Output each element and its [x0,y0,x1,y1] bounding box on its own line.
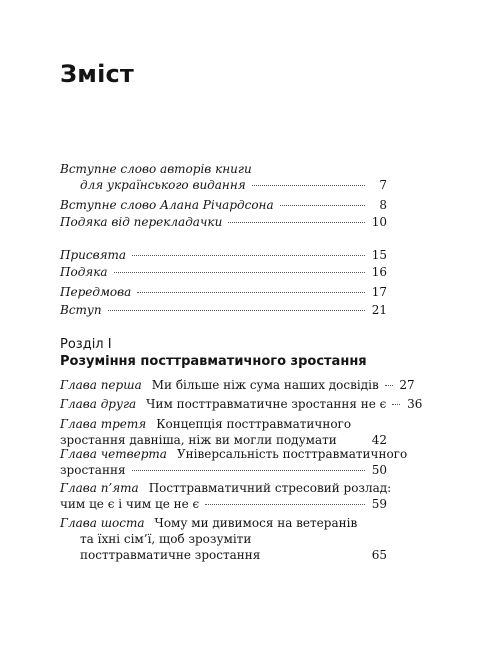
toc-entry-acknowledgements[interactable] [60,264,387,280]
chapter-label: Глава четверта [60,447,167,461]
chapter-row [60,446,408,462]
entry-label: Присвята [60,248,127,262]
toc-entry-preface[interactable] [60,284,387,300]
chapter-label: Глава шоста [60,516,145,530]
chapter-title: Чому ми дивимося на ветеранів [154,516,358,530]
page-number: 65 [371,548,387,562]
toc-entry-richardson-foreword[interactable] [60,197,387,213]
chapter-title-cont: та їхні сім’ї, щоб зрозуміти [80,532,252,546]
toc-chapter-2[interactable] [60,396,423,412]
part-label: Розділ I [60,337,112,352]
page-number: 42 [371,433,387,447]
chapter-row [60,396,423,412]
dot-leader [280,205,365,206]
dot-leader [132,255,365,256]
page-title: Зміст [60,60,135,88]
page-number: 16 [371,265,387,279]
dot-leader [132,470,365,471]
dot-leader [392,404,400,405]
dot-leader [114,272,365,273]
chapter-title-cont: зростання давніша, ніж ви могли подумати [60,433,337,447]
toc-entry-introduction[interactable] [60,302,387,318]
chapter-title-cont: чим це є і чим це не є [60,497,200,511]
chapter-label: Глава перша [60,378,142,392]
chapter-row [60,377,415,393]
toc-entry-dedication[interactable] [60,247,387,263]
toc-chapter-3[interactable] [60,416,387,448]
dot-leader [205,504,365,505]
page-number: 50 [371,463,387,477]
page-number: 36 [407,397,423,411]
toc-chapter-1[interactable] [60,377,415,393]
entry-label-cont: для українського видання [80,178,246,192]
chapter-title: Концепція посттравматичного [156,417,352,431]
chapter-label: Глава п’ята [60,481,139,495]
toc-chapter-4[interactable] [60,446,408,478]
chapter-title-cont: посттравматичне зростання [80,548,261,562]
page-number: 8 [379,198,387,212]
entry-label: Передмова [60,285,132,299]
dot-leader [108,310,365,311]
chapter-label: Глава друга [60,397,137,411]
chapter-row [60,531,387,547]
dot-leader [385,385,393,386]
chapter-row [60,480,392,496]
page-number: 15 [371,248,387,262]
chapter-label: Глава третя [60,417,147,431]
page-number: 27 [399,378,415,392]
page-number: 7 [379,178,387,192]
toc-entry-authors-foreword[interactable] [60,161,387,177]
page-number: 17 [371,285,387,299]
dot-leader [252,185,365,186]
chapter-row [60,515,387,531]
entry-label: Подяка від перекладачки [60,215,223,229]
page-number: 21 [371,303,387,317]
entry-label: Вступне слово авторів книги [60,162,252,176]
chapter-title: Ми більше ніж сума наших досвідів [151,378,379,392]
chapter-title: Чим посттравматичне зростання не є [146,397,387,411]
dot-leader [137,292,365,293]
toc-chapter-5[interactable] [60,480,392,512]
entry-label: Вступне слово Алана Річардсона [60,198,274,212]
chapter-title: Посттравматичний стресовий розлад: [148,481,392,495]
chapter-row [60,547,387,563]
dot-leader [228,222,365,223]
chapter-row [60,462,387,478]
entry-label: Вступ [60,303,102,317]
part-title[interactable]: Розуміння посттравматичного зростання [60,354,367,369]
page-number: 59 [371,497,387,511]
toc-entry-translator-thanks[interactable] [60,214,387,230]
toc-entry-authors-foreword-cont[interactable] [60,177,387,193]
page-number: 10 [371,215,387,229]
chapter-title-cont: зростання [60,463,126,477]
toc-chapter-6[interactable] [60,515,387,563]
entry-label: Подяка [60,265,108,279]
chapter-row [60,496,387,512]
chapter-title: Універсальність посттравматичного [176,447,408,461]
chapter-row [60,416,387,432]
